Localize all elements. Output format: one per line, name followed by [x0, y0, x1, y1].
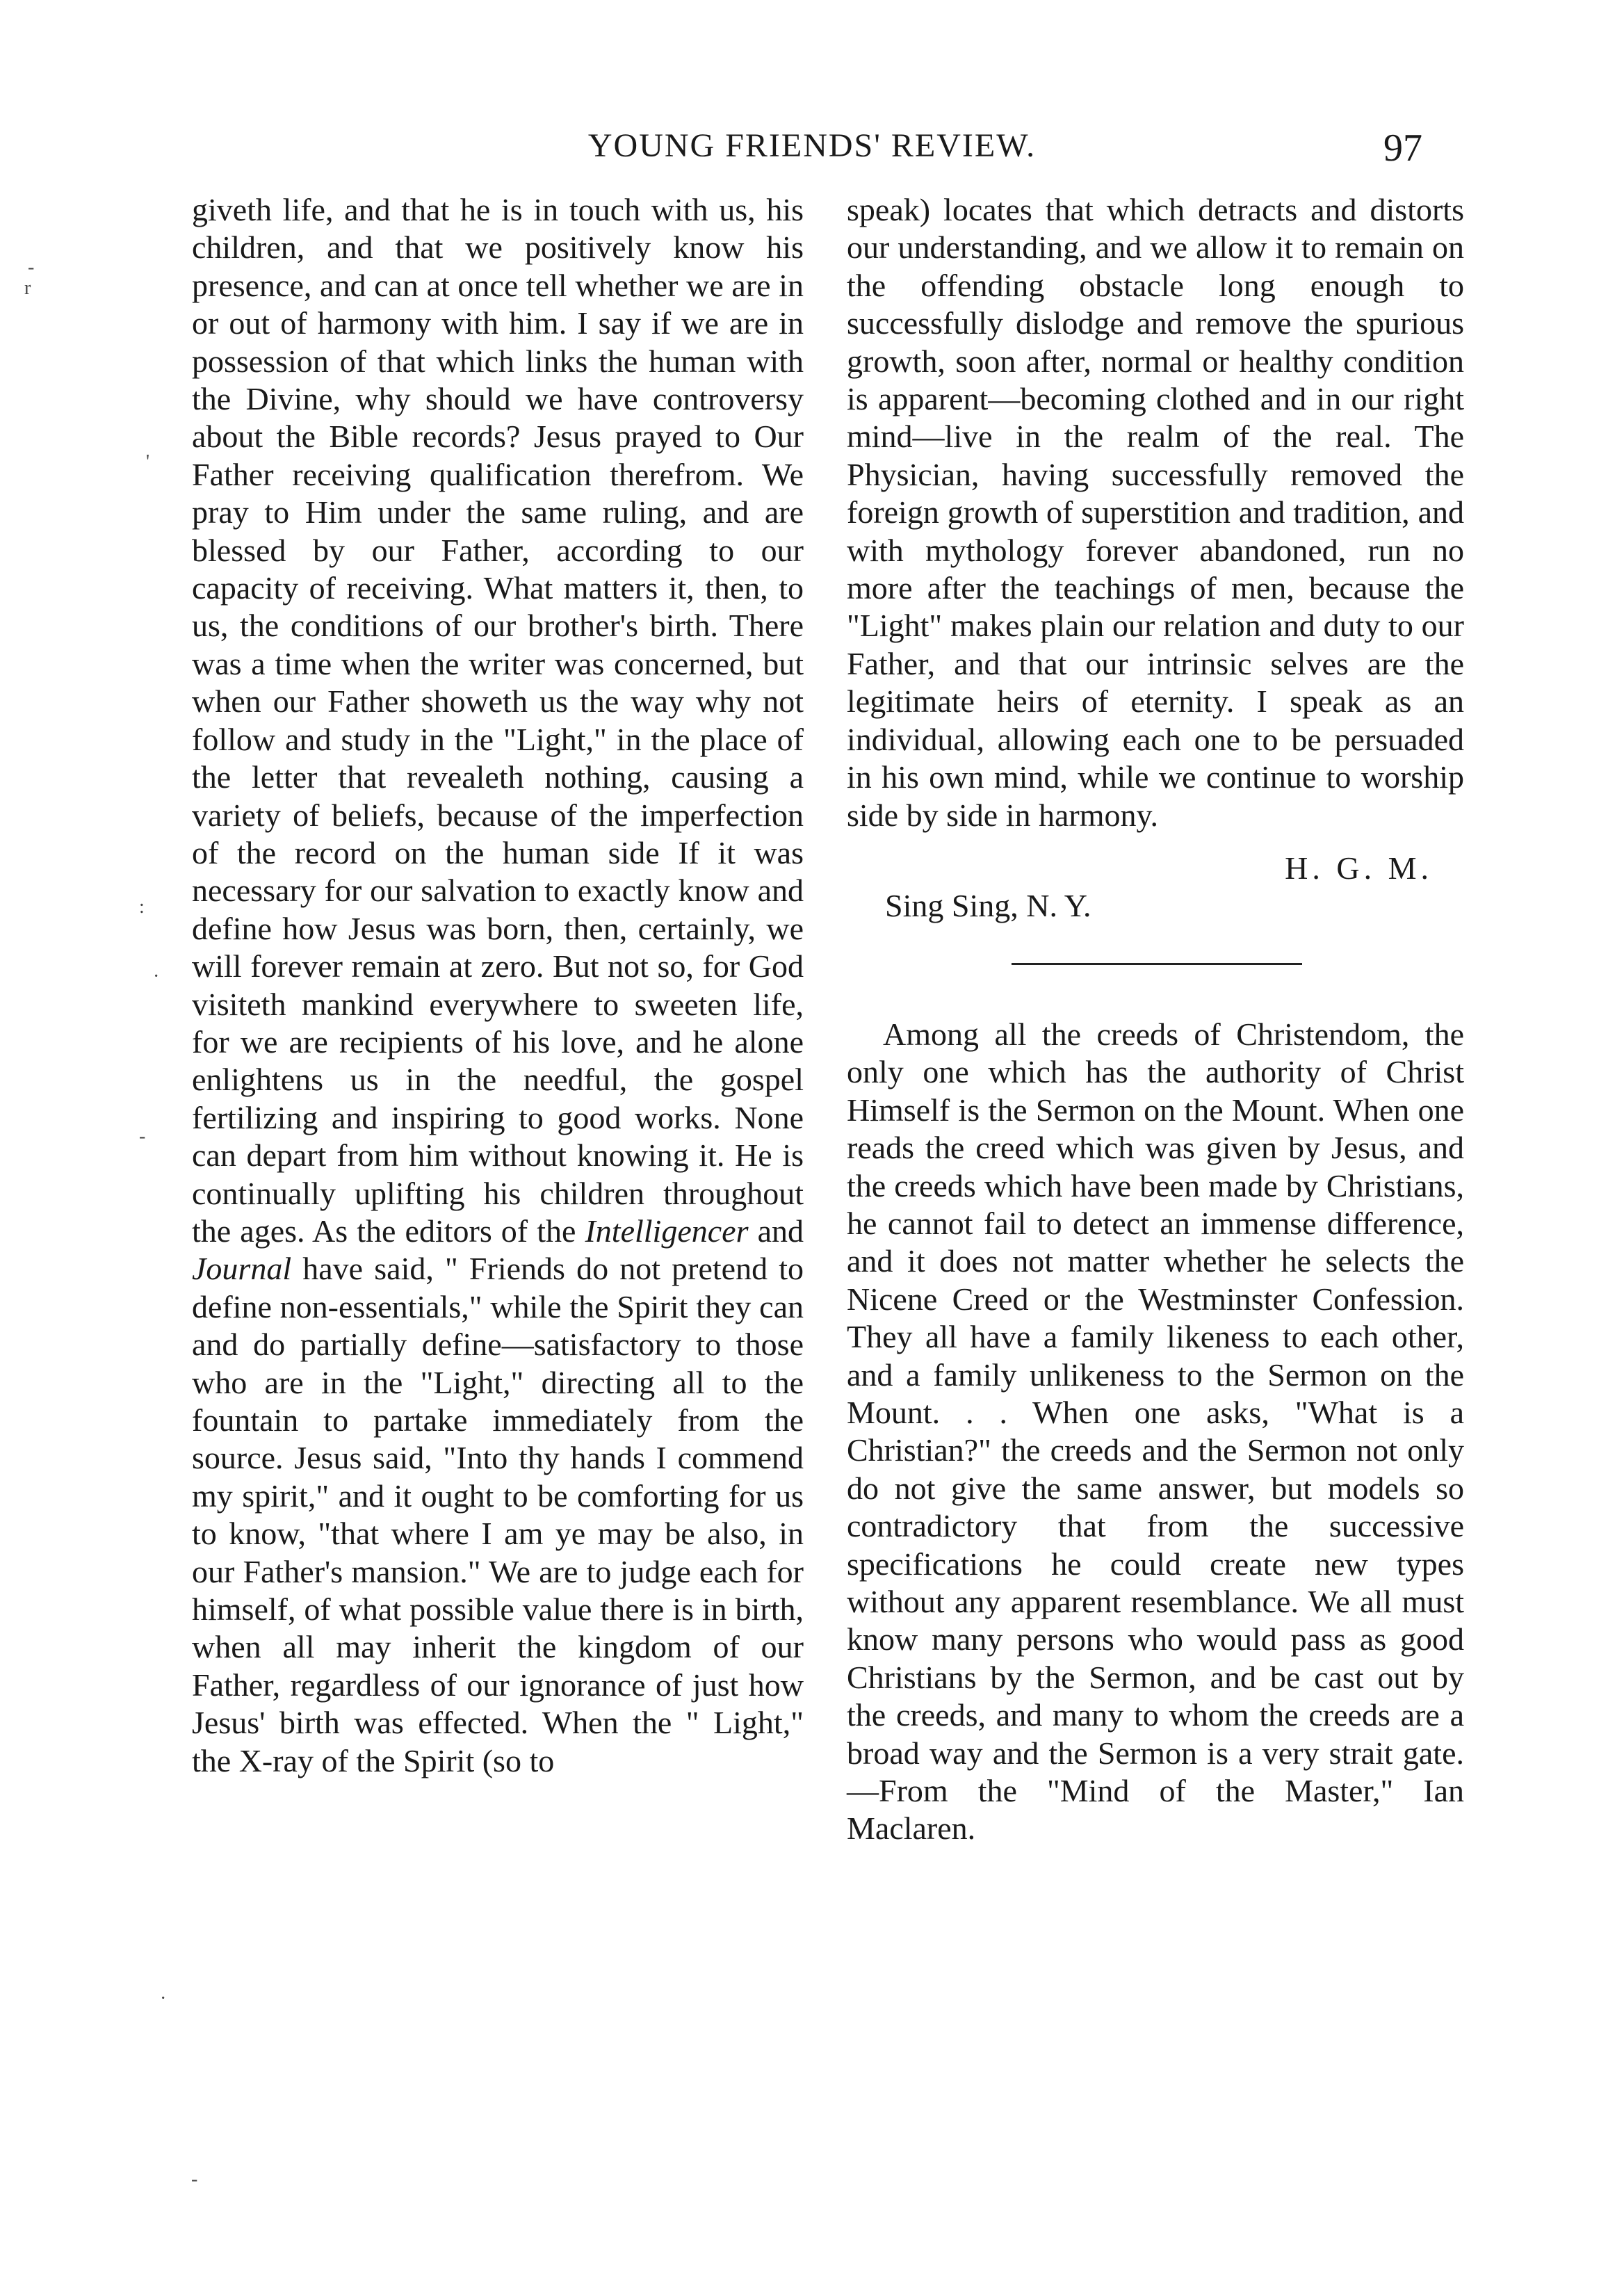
margin-speck: :: [139, 896, 145, 918]
continuation-paragraph: speak) locates that which detracts and distorts our understanding, and we allow it to remain on the offending obstacle long enough to successfully dislodge and remove the spurious growth, soon after, normal or healthy condition is apparent—becoming clothed and in our right mind—live in the realm of the real. The Physician, having successfully removed the foreign growth of superstition and tradition, and with mythology forever abandoned, run no more after the teachings of men, because the "Light" makes plain our relation and duty to our Father, and that our intrinsic selves are the legitimate heirs of eternity. I speak as an individual, allowing each one to be persuaded in his own mind, while we continue to worship side by side in harmony.: [847, 192, 1464, 833]
running-header: YOUNG FRIENDS' REVIEW.: [587, 127, 1037, 164]
margin-speck: -: [191, 2169, 198, 2190]
margin-speck: ·: [160, 1988, 167, 2009]
margin-speck: -: [28, 257, 35, 278]
left-column: [192, 191, 804, 1780]
intelligencer-title: Intelligencer: [585, 1213, 749, 1249]
author-signature: H. G. M.: [1285, 850, 1433, 886]
left-text-part-1: giveth life, and that he is in touch with us, his children, and that we positively know his presence, and can at once tell whether we are in or out of harmony with him. I say if we are in possession of that which links the human with the Divine, why should we have controversy about the Bible records? Jesus prayed to Our Father receiving qualification therefrom. We pray to Him under the same ruling, and are blessed by our Father, according to our capacity of receiving. What matters it, then, to us, the conditions of our brother's birth. There was a time when the writer was concerned, but when our Father showeth us the way why not follow and study in the "Light," in the place of the letter that revealeth nothing, causing a variety of beliefs, because of the imperfection of the record on the human side If it was necessary for our salvation to exactly know and define how Jesus was born, then, certainly, we will forever remain at zero. But not so, for God visiteth mankind everywhere to sweeten life, for we are recipients of his love, and he alone enlightens us in the needful, the gospel fertilizing and inspiring to good works. None can depart from him without knowing it. He is continually uplifting his children throughout the ages. As the editors of the: [192, 192, 804, 1249]
section-divider: [1012, 963, 1302, 965]
journal-title: Journal: [192, 1251, 292, 1287]
margin-speck: r: [24, 277, 31, 299]
margin-speck: ·: [153, 966, 160, 987]
page-number: 97: [1383, 127, 1422, 170]
margin-speck: ': [146, 451, 150, 473]
left-column-text: [192, 191, 804, 1780]
margin-speck: -: [139, 1126, 146, 1147]
creeds-article: Among all the creeds of Christendom, the only one which has the authority of Christ Himself is the Sermon on the Mount. When one reads the creed which was given by Jesus, and the creeds which have been made by Christians, he cannot fail to detect an immense difference, and it does not matter whether he selects the Nicene Creed or the Westminster Confession. They all have a family likeness to each other, and a family unlikeness to the Sermon on the Mount. . . When one asks, "What is a Christian?" the creeds and the Sermon not only do not give the same answer, but models so contradictory that from the successive specifications he could create new types without any apparent resemblance. We all must know many persons who would pass as good Christians by the Sermon, and be cast out by the creeds, and many to whom the creeds are a broad way and the Sermon is a very strait gate. —From the "Mind of the Master," Ian Maclaren.: [847, 1016, 1464, 1847]
left-text-part-2: have said, " Friends do not pretend to define non-essentials," while the Spirit they can and do partially define—satisfactory to those who are in the "Light," directing all to the fountain to partake immediately from the source. Jesus said, "Into thy hands I commend my spirit," and it ought to be comforting for us to know, "that where I am ye may be also, in our Father's mansion." We are to judge each for himself, of what possible value there is in birth, when all may inherit the kingdom of our Father, regardless of our ignorance of just how Jesus' birth was effected. When the " Light," the X-ray of the Spirit (so to: [192, 1251, 804, 1778]
author-place: Sing Sing, N. Y.: [885, 887, 1091, 923]
conjunction: and: [757, 1213, 804, 1249]
right-column: [847, 191, 1464, 1848]
